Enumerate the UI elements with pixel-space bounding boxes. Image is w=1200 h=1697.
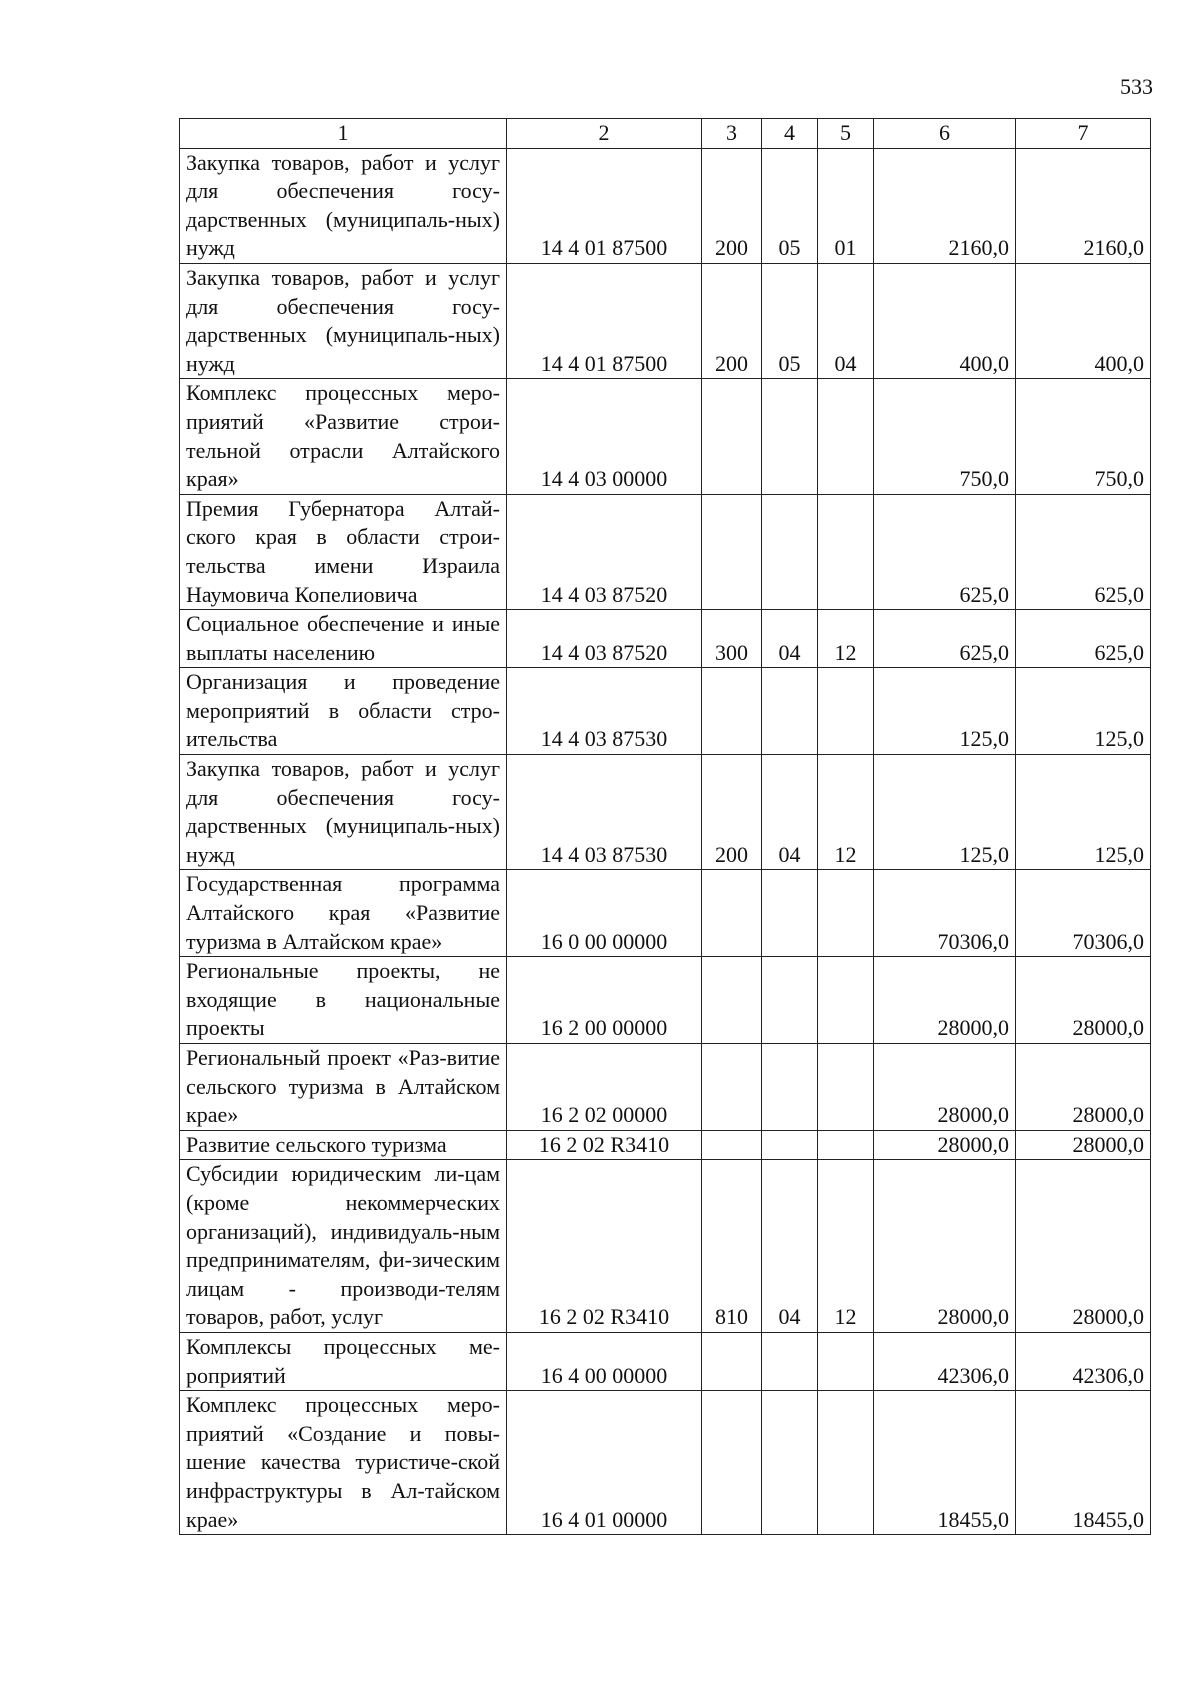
row-col4-cell xyxy=(762,668,818,755)
row-col4-cell xyxy=(762,1130,818,1160)
header-cell: 2 xyxy=(507,119,702,149)
row-col3-cell xyxy=(702,1130,762,1160)
row-col6-cell: 28000,0 xyxy=(874,1130,1016,1160)
row-name-cell: Премия Губернатора Алтай-ского края в области строи-тельства имени Израила Наумовича Копелиовича xyxy=(180,494,507,609)
row-col4-cell xyxy=(762,1044,818,1131)
row-col5-cell: 12 xyxy=(818,610,874,668)
row-code-cell: 16 0 00 00000 xyxy=(507,870,702,957)
row-name-cell: Закупка товаров, работ и услуг для обеспечения госу-дарственных (муниципаль-ных) нужд xyxy=(180,263,507,378)
table-row xyxy=(180,610,1151,668)
row-col7-cell: 125,0 xyxy=(1016,755,1151,870)
row-name-cell: Комплекс процессных меро-приятий «Создание и повы-шение качества туристиче-ской инфраструктуры в Ал-тайском крае» xyxy=(180,1391,507,1535)
row-col6-cell: 28000,0 xyxy=(874,1160,1016,1333)
row-code-cell: 14 4 03 00000 xyxy=(507,379,702,494)
row-col3-cell xyxy=(702,1391,762,1535)
row-col5-cell: 04 xyxy=(818,263,874,378)
row-code-cell: 16 2 00 00000 xyxy=(507,957,702,1044)
row-col5-cell xyxy=(818,957,874,1044)
row-col5-cell xyxy=(818,494,874,609)
row-col6-cell: 18455,0 xyxy=(874,1391,1016,1535)
row-col3-cell xyxy=(702,379,762,494)
row-name-cell: Комплекс процессных меро-приятий «Развитие строи-тельной отрасли Алтайского края» xyxy=(180,379,507,494)
row-code-cell: 14 4 03 87530 xyxy=(507,668,702,755)
row-col6-cell: 42306,0 xyxy=(874,1332,1016,1390)
page-number: 533 xyxy=(1120,74,1153,99)
row-code-cell: 16 2 02 R3410 xyxy=(507,1130,702,1160)
row-col7-cell: 42306,0 xyxy=(1016,1332,1151,1390)
row-col4-cell: 05 xyxy=(762,148,818,263)
table-row xyxy=(180,755,1151,870)
row-col5-cell xyxy=(818,379,874,494)
table-row xyxy=(180,1160,1151,1333)
row-col6-cell: 28000,0 xyxy=(874,1044,1016,1131)
row-col6-cell: 125,0 xyxy=(874,755,1016,870)
table-body xyxy=(180,119,1151,1535)
row-col5-cell xyxy=(818,1332,874,1390)
row-col4-cell xyxy=(762,1332,818,1390)
header-cell: 7 xyxy=(1016,119,1151,149)
table-row xyxy=(180,1332,1151,1390)
row-code-cell: 16 4 01 00000 xyxy=(507,1391,702,1535)
row-col5-cell xyxy=(818,1130,874,1160)
row-col5-cell xyxy=(818,870,874,957)
header-cell: 5 xyxy=(818,119,874,149)
row-name-cell: Закупка товаров, работ и услуг для обеспечения госу-дарственных (муниципаль-ных) нужд xyxy=(180,148,507,263)
row-col7-cell: 750,0 xyxy=(1016,379,1151,494)
row-col7-cell: 28000,0 xyxy=(1016,957,1151,1044)
row-col4-cell xyxy=(762,870,818,957)
table-row xyxy=(180,668,1151,755)
row-col3-cell: 200 xyxy=(702,148,762,263)
row-name-cell: Государственная программа Алтайского края «Развитие туризма в Алтайском крае» xyxy=(180,870,507,957)
row-col6-cell: 70306,0 xyxy=(874,870,1016,957)
row-code-cell: 14 4 01 87500 xyxy=(507,148,702,263)
table-row xyxy=(180,263,1151,378)
row-code-cell: 14 4 03 87520 xyxy=(507,494,702,609)
row-col3-cell xyxy=(702,1044,762,1131)
row-col4-cell: 04 xyxy=(762,1160,818,1333)
table-row xyxy=(180,870,1151,957)
row-name-cell: Закупка товаров, работ и услуг для обеспечения госу-дарственных (муниципаль-ных) нужд xyxy=(180,755,507,870)
row-col3-cell xyxy=(702,494,762,609)
row-col6-cell: 2160,0 xyxy=(874,148,1016,263)
row-col3-cell: 300 xyxy=(702,610,762,668)
table-row xyxy=(180,1044,1151,1131)
row-col6-cell: 750,0 xyxy=(874,379,1016,494)
row-name-cell: Комплексы процессных ме-роприятий xyxy=(180,1332,507,1390)
row-code-cell: 14 4 03 87520 xyxy=(507,610,702,668)
row-col4-cell: 04 xyxy=(762,755,818,870)
row-col3-cell xyxy=(702,957,762,1044)
row-col3-cell: 810 xyxy=(702,1160,762,1333)
row-col4-cell: 05 xyxy=(762,263,818,378)
row-col3-cell: 200 xyxy=(702,755,762,870)
row-name-cell: Региональные проекты, не входящие в национальные проекты xyxy=(180,957,507,1044)
row-name-cell: Социальное обеспечение и иные выплаты населению xyxy=(180,610,507,668)
row-col7-cell: 625,0 xyxy=(1016,610,1151,668)
row-col3-cell xyxy=(702,870,762,957)
header-cell: 4 xyxy=(762,119,818,149)
row-col4-cell: 04 xyxy=(762,610,818,668)
row-col7-cell: 125,0 xyxy=(1016,668,1151,755)
row-col7-cell: 28000,0 xyxy=(1016,1044,1151,1131)
row-col6-cell: 28000,0 xyxy=(874,957,1016,1044)
row-col7-cell: 70306,0 xyxy=(1016,870,1151,957)
table-row xyxy=(180,494,1151,609)
budget-table xyxy=(179,118,1151,1535)
row-col5-cell xyxy=(818,668,874,755)
table-row xyxy=(180,1391,1151,1535)
table-row xyxy=(180,148,1151,263)
row-col6-cell: 125,0 xyxy=(874,668,1016,755)
row-name-cell: Субсидии юридическим ли-цам (кроме некоммерческих организаций), индивидуаль-ным предпринимателям, фи-зическим лицам - производи-телям товаров, работ, услуг xyxy=(180,1160,507,1333)
table-row xyxy=(180,957,1151,1044)
row-col5-cell xyxy=(818,1391,874,1535)
table-header-row xyxy=(180,119,1151,149)
row-col7-cell: 28000,0 xyxy=(1016,1130,1151,1160)
row-col4-cell xyxy=(762,379,818,494)
row-col6-cell: 400,0 xyxy=(874,263,1016,378)
row-col3-cell xyxy=(702,668,762,755)
table-row xyxy=(180,1130,1151,1160)
row-col6-cell: 625,0 xyxy=(874,494,1016,609)
row-name-cell: Региональный проект «Раз-витие сельского туризма в Алтайском крае» xyxy=(180,1044,507,1131)
row-col5-cell: 01 xyxy=(818,148,874,263)
row-col7-cell: 2160,0 xyxy=(1016,148,1151,263)
row-col5-cell: 12 xyxy=(818,755,874,870)
row-col4-cell xyxy=(762,957,818,1044)
row-name-cell: Развитие сельского туризма xyxy=(180,1130,507,1160)
row-col5-cell: 12 xyxy=(818,1160,874,1333)
header-cell: 1 xyxy=(180,119,507,149)
row-code-cell: 16 4 00 00000 xyxy=(507,1332,702,1390)
row-col7-cell: 625,0 xyxy=(1016,494,1151,609)
row-col7-cell: 28000,0 xyxy=(1016,1160,1151,1333)
row-col4-cell xyxy=(762,494,818,609)
header-cell: 3 xyxy=(702,119,762,149)
row-col6-cell: 625,0 xyxy=(874,610,1016,668)
row-code-cell: 14 4 01 87500 xyxy=(507,263,702,378)
row-code-cell: 16 2 02 R3410 xyxy=(507,1160,702,1333)
row-col3-cell xyxy=(702,1332,762,1390)
row-code-cell: 14 4 03 87530 xyxy=(507,755,702,870)
row-code-cell: 16 2 02 00000 xyxy=(507,1044,702,1131)
row-name-cell: Организация и проведение мероприятий в области стро-ительства xyxy=(180,668,507,755)
row-col3-cell: 200 xyxy=(702,263,762,378)
row-col7-cell: 400,0 xyxy=(1016,263,1151,378)
row-col7-cell: 18455,0 xyxy=(1016,1391,1151,1535)
header-cell: 6 xyxy=(874,119,1016,149)
row-col5-cell xyxy=(818,1044,874,1131)
table-row xyxy=(180,379,1151,494)
row-col4-cell xyxy=(762,1391,818,1535)
